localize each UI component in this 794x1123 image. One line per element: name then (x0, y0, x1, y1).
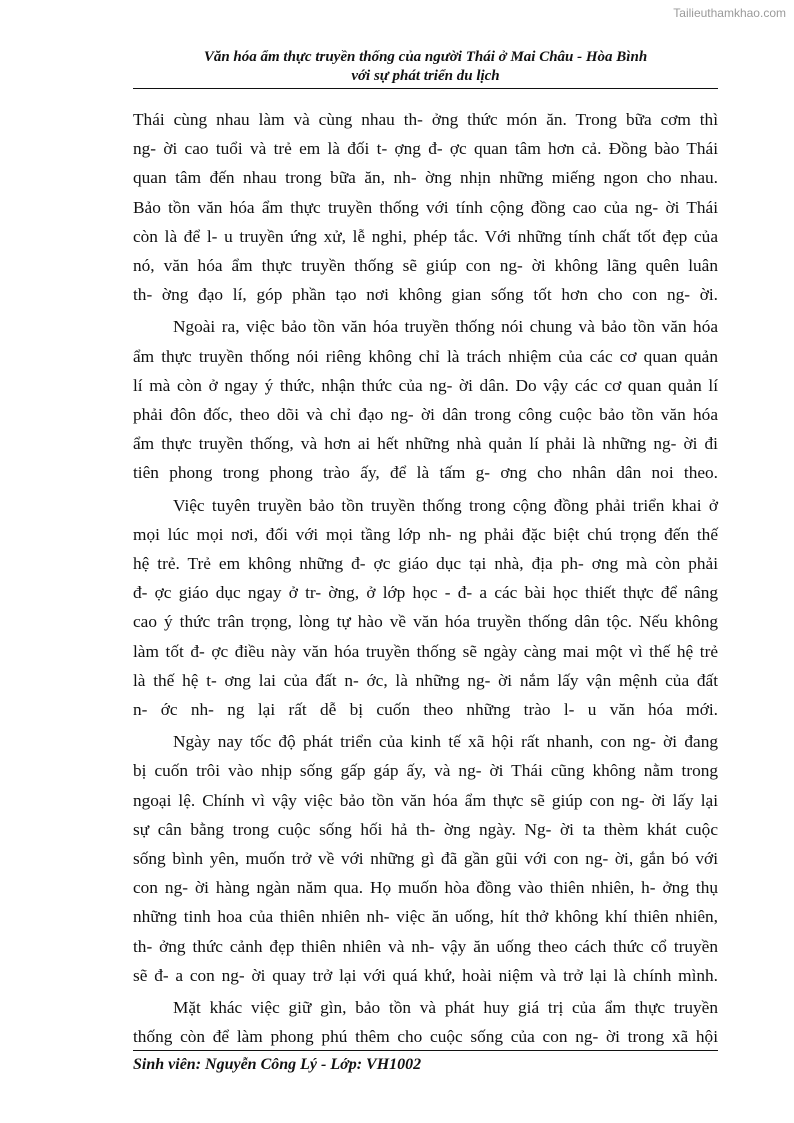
paragraph-1 (133, 105, 718, 309)
text-line: phải đôn đốc, theo dõi và chỉ đạo ng- ời dân trong công cuộc bảo tồn văn hóa (133, 405, 718, 425)
text-line: quan tâm đến nhau trong bữa ăn, nh- ờng nhịn những miếng ngon cho nhau. (133, 168, 718, 188)
text-line: sống bình yên, muốn trở về với những gì đã gần gũi với con ng- ời, gắn bó với (133, 849, 718, 869)
paragraph-2 (133, 312, 718, 487)
text-line: nó, văn hóa ẩm thực truyền thống sẽ giúp con ng- ời không lãng quên luân (133, 256, 718, 276)
text-line: Thái cùng nhau làm và cùng nhau th- ởng thức món ăn. Trong bữa cơm thì (133, 110, 718, 129)
text-line: làm tốt đ- ợc điều này văn hóa truyền thống sẽ ngày càng mai một vì thế hệ trẻ (133, 641, 718, 661)
text-line: Mặt khác việc giữ gìn, bảo tồn và phát huy giá trị của ẩm thực truyền (173, 998, 718, 1018)
page-header (133, 48, 718, 86)
paragraph-4 (133, 727, 718, 990)
text-line: Việc tuyên truyền bảo tồn truyền thống trong cộng đồng phải triển khai ở (173, 495, 718, 515)
text-line: cao ý thức trân trọng, lòng tự hào về văn hóa truyền thống dân tộc. Nếu không (133, 612, 718, 632)
text-line: sẽ đ- a con ng- ời quay trở lại với quá khứ, hoài niệm và trở lại là chính mình. (133, 965, 718, 985)
text-line: những tinh hoa của thiên nhiên nh- việc ăn uống, hít thở không khí thiên nhiên, (133, 907, 718, 927)
text-line: ẩm thực truyền thống, và hơn ai hết những nhà quản lí phải là những ng- ời đi (133, 434, 718, 454)
text-line: ẩm thực truyền thống nói riêng không chỉ là trách nhiệm của các cơ quan quản (133, 346, 718, 366)
text-line: Ngày nay tốc độ phát triển của kinh tế xã hội rất nhanh, con ng- ời đang (173, 732, 718, 752)
text-line: còn là để l- u truyền ứng xử, lễ nghi, phép tắc. Với những tính chất tốt đẹp của (133, 226, 718, 246)
page-footer: Sinh viên: Nguyễn Công Lý - Lớp: VH1002 (133, 1056, 422, 1073)
text-line: th- ờng đạo lí, góp phần tạo nơi không gian sống tốt hơn cho con ng- ời. (133, 285, 718, 305)
text-line: Ngoài ra, việc bảo tồn văn hóa truyền thống nói chung và bảo tồn văn hóa (173, 317, 718, 337)
text-line: sự cân bằng trong cuộc sống hối hả th- ờng ngày. Ng- ời ta thèm khát cuộc (133, 819, 718, 839)
text-line: ng- ời cao tuổi và trẻ em là đối t- ợng đ- ợc quan tâm hơn cả. Đồng bào Thái (133, 139, 718, 159)
text-line: thống còn để làm phong phú thêm cho cuộc sống của con ng- ời trong xã hội (133, 1027, 718, 1047)
body-text (133, 105, 718, 1055)
text-line: n- ớc nh- ng lại rất dễ bị cuốn theo những trào l- u văn hóa mới. (133, 700, 718, 720)
watermark: Tailieuthamkhao.com (673, 6, 786, 20)
text-line: tiên phong trong phong trào ấy, để là tấm g- ơng cho nhân dân noi theo. (133, 463, 718, 483)
text-line: bị cuốn trôi vào nhịp sống gấp gáp ấy, và ng- ời Thái cũng không nằm trong (133, 761, 718, 781)
text-line: đ- ợc giáo dục ngay ở tr- ờng, ở lớp học - đ- a các bài học thiết thực để nâng (133, 583, 718, 603)
paragraph-5 (133, 993, 718, 1051)
text-line: con ng- ời hàng ngàn năm qua. Họ muốn hòa đồng vào thiên nhiên, h- ởng thụ (133, 878, 718, 898)
text-line: Bảo tồn văn hóa ẩm thực truyền thống với tính cộng đồng cao của ng- ời Thái (133, 197, 718, 217)
text-line: mọi lúc mọi nơi, đối với mọi tầng lớp nh- ng phải đặc biệt chú trọng đến thế (133, 524, 718, 544)
header-title-line-2: với sự phát triển du lịch (351, 68, 500, 84)
text-line: th- ởng thức cảnh đẹp thiên nhiên và nh- vậy ăn uống theo cách thức cổ truyền (133, 936, 718, 956)
header-title-line-1: Văn hóa ẩm thực truyền thống của người Thái ở Mai Châu - Hòa Bình (203, 49, 648, 65)
paragraph-3 (133, 491, 718, 725)
footer-divider (133, 1050, 718, 1051)
text-line: hệ trẻ. Trẻ em không những đ- ợc giáo dục tại nhà, địa ph- ơng mà còn phải (133, 554, 718, 574)
text-line: là thế hệ t- ơng lai của đất n- ớc, là những ng- ời nắm lấy vận mệnh của đất (133, 670, 718, 690)
text-line: lí mà còn ở ngay ý thức, nhận thức của ng- ời dân. Do vậy các cơ quan quản lí (133, 375, 718, 395)
text-line: ngoại lệ. Chính vì vậy việc bảo tồn văn hóa ẩm thực sẽ giúp con ng- ời lấy lại (133, 790, 718, 810)
header-divider (133, 88, 718, 89)
